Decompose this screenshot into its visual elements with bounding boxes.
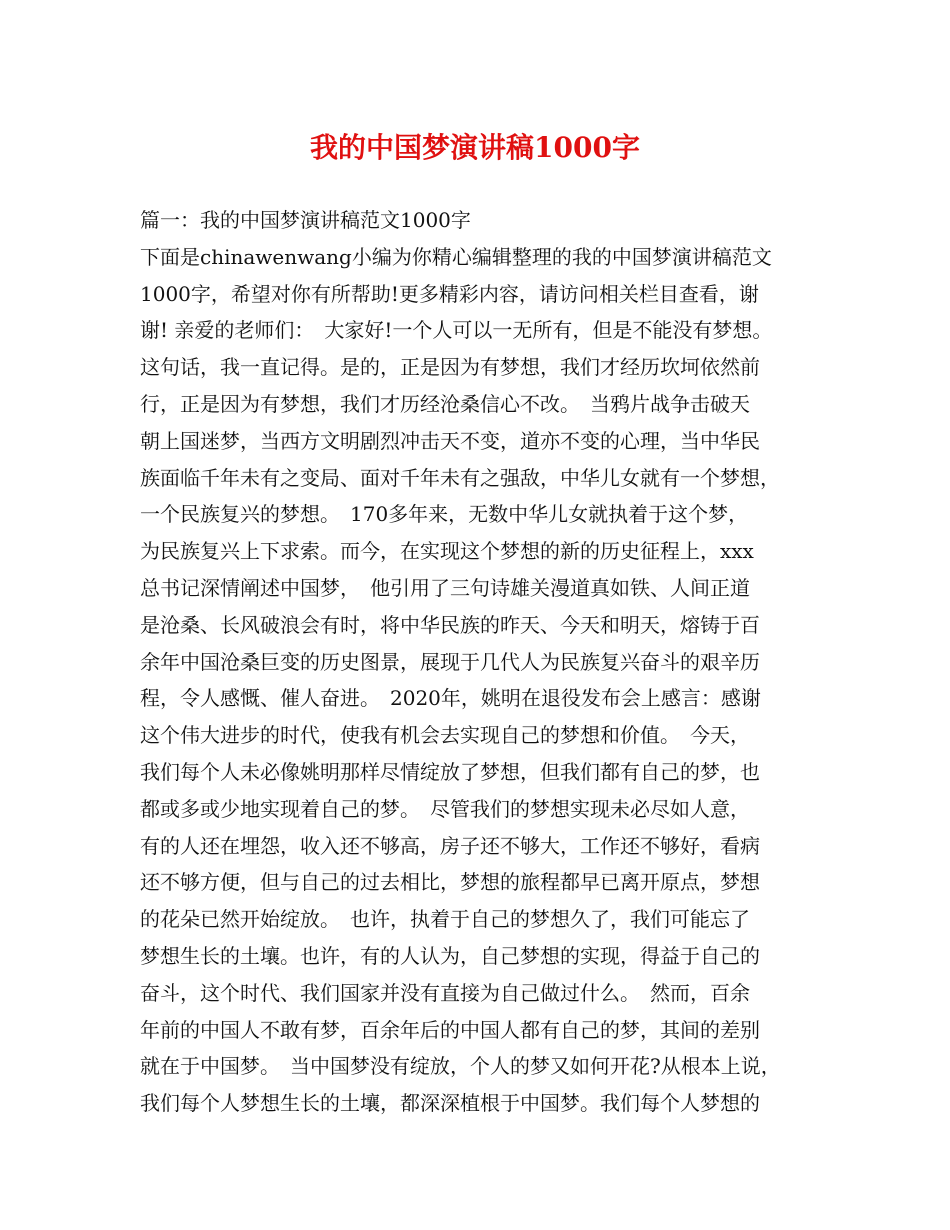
text-line: 总书记深情阐述中国梦， 他引用了三句诗雄关漫道真如铁、人间正道	[140, 575, 750, 600]
text-line: 一个民族复兴的梦想。 170多年来，无数中华儿女就执着于这个梦，	[140, 502, 749, 527]
text-line: 梦想生长的土壤。也许，有的人认为，自己梦想的实现，得益于自己的	[140, 943, 760, 968]
text-line: 下面是chinawenwang小编为你精心编辑整理的我的中国梦演讲稿范文	[140, 244, 772, 269]
text-line: 我们每个人梦想生长的土壤，都深深植根于中国梦。我们每个人梦想的	[140, 1091, 760, 1116]
text-line: 年前的中国人不敢有梦，百余年后的中国人都有自己的梦，其间的差别	[140, 1017, 760, 1042]
text-line: 余年中国沧桑巨变的历史图景，展现于几代人为民族复兴奋斗的艰辛历	[140, 649, 760, 674]
text-line: 朝上国迷梦，当西方文明剧烈冲击天不变，道亦不变的心理，当中华民	[140, 428, 760, 453]
text-line: 篇一：我的中国梦演讲稿范文1000字	[140, 208, 471, 232]
text-line: 这句话，我一直记得。是的，正是因为有梦想，我们才经历坎坷依然前	[140, 355, 760, 380]
text-line: 我们每个人未必像姚明那样尽情绽放了梦想，但我们都有自己的梦，也	[140, 759, 760, 784]
text-line: 都或多或少地实现着自己的梦。 尽管我们的梦想实现未必尽如人意，	[140, 796, 750, 821]
text-line: 这个伟大进步的时代，使我有机会去实现自己的梦想和价值。 今天，	[140, 723, 750, 748]
document-title: 我的中国梦演讲稿1000字	[310, 131, 640, 164]
text-line: 的花朵已然开始绽放。 也许，执着于自己的梦想久了，我们可能忘了	[140, 907, 750, 932]
text-line: 奋斗，这个时代、我们国家并没有直接为自己做过什么。 然而，百余	[140, 980, 750, 1005]
text-line: 1000字，希望对你有所帮助!更多精彩内容，请访问相关栏目查看，谢	[140, 281, 759, 306]
text-line: 有的人还在埋怨，收入还不够高，房子还不够大，工作还不够好，看病	[140, 833, 760, 858]
text-line: 还不够方便，但与自己的过去相比，梦想的旅程都早已离开原点，梦想	[140, 870, 760, 895]
text-line: 是沧桑、长风破浪会有时，将中华民族的昨天、今天和明天，熔铸于百	[140, 612, 760, 637]
text-line: 程，令人感慨、催人奋进。 2020年，姚明在退役发布会上感言：感谢	[140, 686, 761, 711]
text-line: 行，正是因为有梦想，我们才历经沧桑信心不改。 当鸦片战争击破天	[140, 391, 750, 416]
text-line: 就在于中国梦。 当中国梦没有绽放，个人的梦又如何开花?从根本上说，	[140, 1054, 781, 1079]
text-line: 谢! 亲爱的老师们： 大家好!一个人可以一无所有，但是不能没有梦想。	[140, 318, 773, 343]
document-body	[140, 202, 830, 1122]
text-line: 族面临千年未有之变局、面对千年未有之强敌，中华儿女就有一个梦想，	[140, 465, 780, 490]
text-line: 为民族复兴上下求索。而今，在实现这个梦想的新的历史征程上，xxx	[140, 539, 754, 564]
